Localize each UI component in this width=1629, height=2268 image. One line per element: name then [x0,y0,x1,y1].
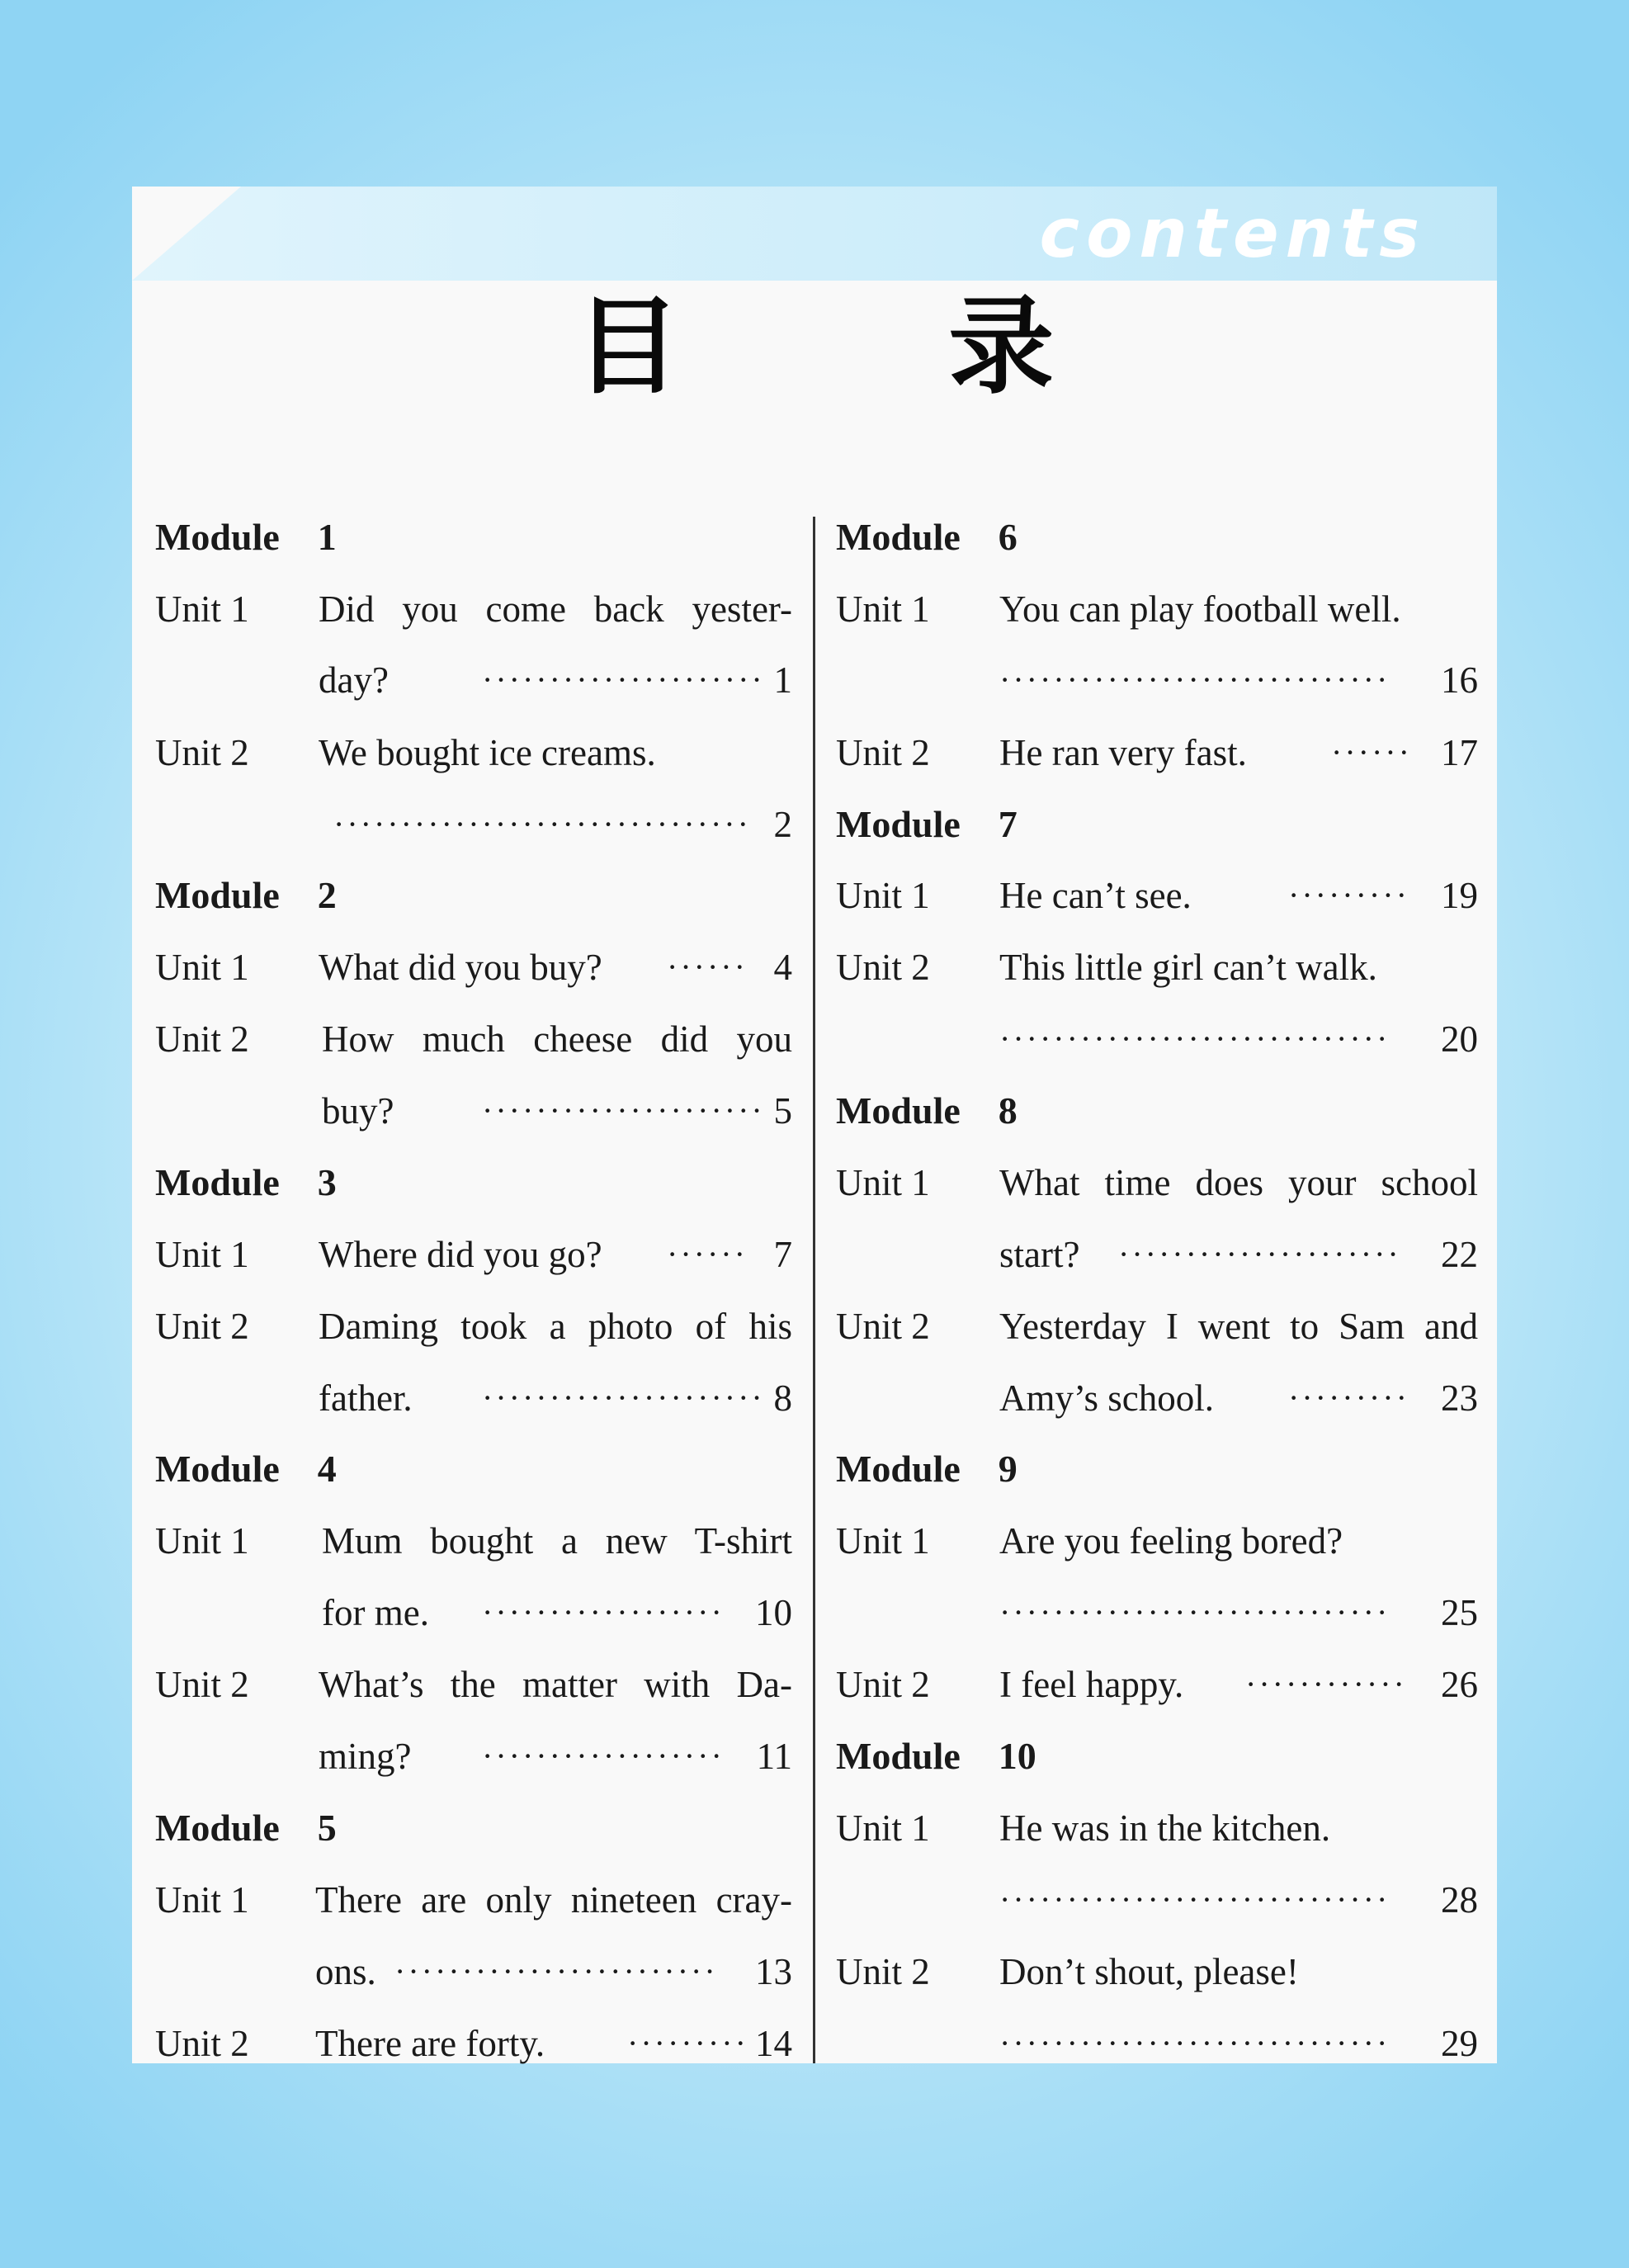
page-number: 10 [755,1592,792,1633]
page-number: 16 [1441,659,1478,701]
unit-title: Did you come back yester- [319,588,792,630]
toc-entry[interactable] [155,1219,792,1290]
unit-title: He can’t see. [999,875,1192,916]
toc-entry[interactable] [836,1291,1478,1362]
unit-label: Unit 1 [836,588,930,630]
toc-entry[interactable] [836,1793,1478,1864]
unit-label: Unit 1 [155,1520,249,1562]
toc-entry-continuation[interactable] [155,1075,792,1146]
dot-leader: ······ [1331,734,1412,771]
unit-title: He was in the kitchen. [999,1807,1331,1849]
page-number: 28 [1441,1879,1478,1921]
module-heading[interactable]: Module 6 [836,516,1018,558]
unit-title: What’s the matter with Da- [319,1664,792,1705]
module-heading[interactable]: Module 10 [836,1735,1036,1777]
unit-title: I feel happy. [999,1664,1184,1705]
dot-leader: ············ [1245,1666,1407,1703]
toc-entry[interactable] [155,1649,792,1720]
unit-label: Unit 2 [836,1306,930,1347]
dot-leader: ····························· [999,1020,1391,1057]
page-number: 13 [755,1951,792,1992]
page-number: 25 [1441,1592,1478,1633]
module-heading[interactable]: Module 8 [836,1089,1018,1132]
module-heading[interactable]: Module 2 [155,874,337,916]
toc-entry-continuation[interactable] [836,1004,1478,1075]
toc-entry[interactable] [155,1291,792,1362]
page-number: 2 [773,804,792,845]
unit-title: There are only nineteen cray- [315,1879,792,1921]
unit-title-cont: start? [999,1234,1080,1275]
page-number: 14 [755,2023,792,2064]
dot-leader: ········· [627,2025,748,2062]
unit-title-cont: for me. [322,1592,429,1633]
toc-entry-continuation[interactable] [155,1363,792,1434]
unit-label: Unit 2 [155,732,249,773]
toc-entry[interactable] [155,2008,792,2079]
unit-title-cont: father. [319,1377,413,1419]
unit-title: You can play football well. [999,588,1401,630]
unit-label: Unit 1 [155,947,249,988]
module-heading[interactable]: Module 5 [155,1807,337,1849]
toc-entry[interactable] [836,574,1478,645]
unit-title-cont: ming? [319,1736,412,1777]
dot-leader: ········· [1288,876,1409,914]
unit-title: What did you buy? [319,947,602,988]
module-heading[interactable]: Module 7 [836,803,1018,845]
unit-label: Unit 1 [836,1520,930,1562]
dot-leader: ······························· [333,806,751,843]
page-title: 目 录 [574,286,1170,409]
page-number: 20 [1441,1018,1478,1060]
toc-entry-continuation[interactable] [155,789,792,860]
module-heading[interactable]: Module 4 [155,1448,337,1490]
toc-entry[interactable] [836,860,1478,931]
page-number: 4 [773,947,792,988]
page-number: 8 [773,1377,792,1419]
dot-leader: ····························· [999,1881,1391,1918]
toc-entry[interactable] [836,932,1478,1003]
page-number: 29 [1441,2023,1478,2064]
unit-title: There are forty. [315,2023,545,2064]
unit-title: He ran very fast. [999,732,1247,773]
toc-entry[interactable] [155,1864,792,1935]
contents-banner-word: contents [1039,195,1426,273]
toc-entry[interactable] [836,717,1478,788]
dot-leader: ····················· [482,661,765,698]
unit-title: We bought ice creams. [319,732,656,773]
dot-leader: ····························· [999,2025,1391,2062]
toc-entry[interactable] [155,932,792,1003]
dot-leader: ····················· [482,1379,765,1416]
module-heading[interactable]: Module 3 [155,1161,337,1203]
page-number: 5 [773,1090,792,1132]
page-number: 7 [773,1234,792,1275]
unit-title: Mum bought a new T-shirt [322,1520,792,1562]
unit-label: Unit 2 [155,1664,249,1705]
unit-title-cont: buy? [322,1090,394,1132]
toc-entry-continuation[interactable] [155,1577,792,1648]
page-number: 26 [1441,1664,1478,1705]
toc-entry[interactable] [836,1505,1478,1576]
unit-label: Unit 2 [836,947,930,988]
unit-label: Unit 2 [836,1664,930,1705]
toc-entry-continuation[interactable] [836,1219,1478,1290]
toc-entry-continuation[interactable] [836,645,1478,716]
dot-leader: ·················· [482,1737,725,1774]
folded-corner [132,187,241,281]
unit-label: Unit 2 [155,2023,249,2064]
toc-entry[interactable] [836,1649,1478,1720]
page-number: 22 [1441,1234,1478,1275]
header-band [132,187,1497,281]
unit-title: What time does your school [999,1162,1478,1203]
unit-label: Unit 2 [836,1951,930,1992]
unit-label: Unit 1 [155,1234,249,1275]
page-number: 11 [756,1736,792,1777]
toc-entry-continuation[interactable] [155,1936,792,2007]
unit-label: Unit 2 [155,1306,249,1347]
page-number: 23 [1441,1377,1478,1419]
toc-entry-continuation[interactable] [836,2008,1478,2079]
unit-title: Are you feeling bored? [999,1520,1343,1562]
dot-leader: ······ [667,948,748,985]
unit-title: Don’t shout, please! [999,1951,1299,1992]
unit-label: Unit 2 [836,732,930,773]
toc-entry[interactable] [155,1004,792,1075]
dot-leader: ····················· [482,1092,765,1129]
dot-leader: ····················· [1118,1236,1401,1273]
unit-title: This little girl can’t walk. [999,947,1377,988]
toc-entry-continuation[interactable] [155,1721,792,1792]
page-number: 19 [1441,875,1478,916]
module-heading[interactable]: Module 1 [155,516,337,558]
unit-label: Unit 1 [155,1879,249,1921]
unit-title-cont: Amy’s school. [999,1377,1215,1419]
unit-title: How much cheese did you [322,1018,792,1060]
dot-leader: ····························· [999,1594,1391,1631]
dot-leader: ·················· [482,1594,725,1631]
unit-label: Unit 1 [836,875,930,916]
toc-entry-continuation[interactable] [155,645,792,716]
dot-leader: ······ [667,1236,748,1273]
toc-entry[interactable] [836,1147,1478,1218]
toc-entry[interactable] [155,574,792,645]
toc-entry-continuation[interactable] [836,1363,1478,1434]
dot-leader: ····························· [999,661,1391,698]
module-heading[interactable]: Module 9 [836,1448,1018,1490]
dot-leader: ········· [1288,1379,1409,1416]
unit-label: Unit 1 [836,1162,930,1203]
column-divider [813,517,815,2063]
unit-title-cont: ons. [315,1951,376,1992]
dot-leader: ························ [394,1953,718,1990]
page-number: 17 [1441,732,1478,773]
unit-label: Unit 1 [836,1807,930,1849]
unit-label: Unit 2 [155,1018,249,1060]
unit-title: Daming took a photo of his [319,1306,792,1347]
toc-entry[interactable] [836,1936,1478,2007]
toc-entry-continuation[interactable] [836,1577,1478,1648]
toc-entry[interactable] [155,717,792,788]
unit-label: Unit 1 [155,588,249,630]
unit-title: Where did you go? [319,1234,602,1275]
toc-entry[interactable] [155,1505,792,1576]
contents-page [132,187,1497,2063]
unit-title-cont: day? [319,659,389,701]
page-number: 1 [773,659,792,701]
toc-entry-continuation[interactable] [836,1864,1478,1935]
unit-title: Yesterday I went to Sam and [999,1306,1478,1347]
